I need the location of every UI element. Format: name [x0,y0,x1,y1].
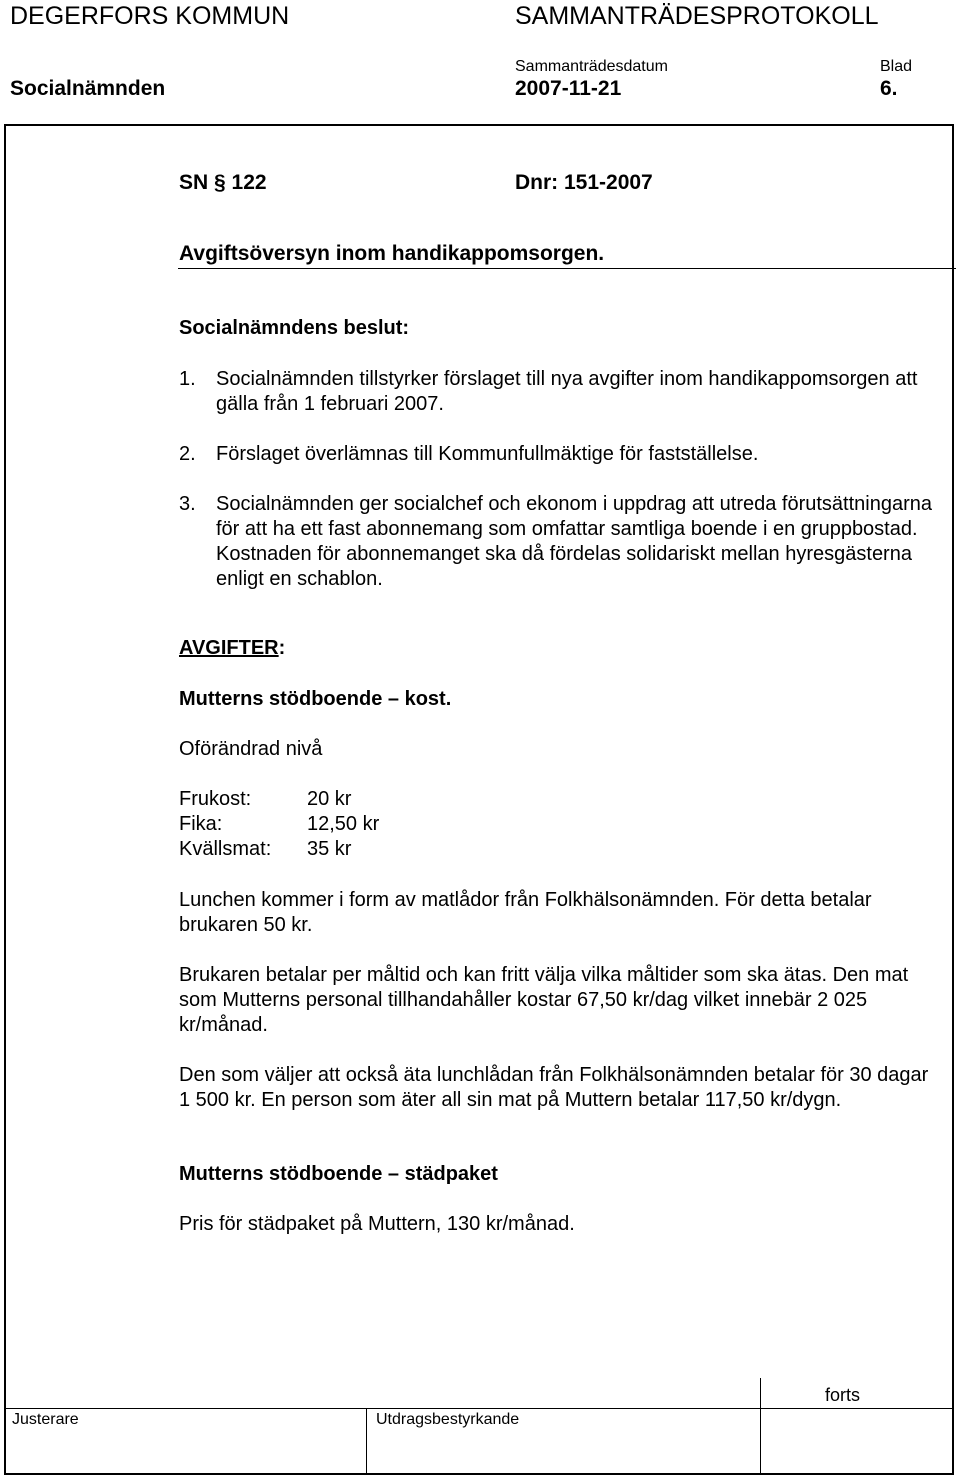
adjusters-label: Justerare [12,1411,79,1428]
decision-heading: Socialnämndens beslut: [179,317,410,339]
sheet-label: Blad [880,58,913,75]
footer-divider [4,1408,954,1409]
fees-heading [179,637,285,660]
title-rule [178,268,956,269]
decision-item-number: 1. [179,368,196,390]
cleaning-heading: Mutterns stödboende – städpaket [179,1163,498,1185]
decision-item-number: 3. [179,493,196,515]
decision-item-text: Socialnämnden ger socialchef och ekonom i uppdrag att utreda förutsättningarna för att ha ett fast abonnemang som omfattar samtliga boende i en gruppbostad. Kostnaden för abonnemanget ska då fördelas solidariskt mellan hyresgästerna enligt en schablon. [216,493,933,590]
case-dnr: Dnr: 151-2007 [515,171,653,194]
footer-column-divider [366,1408,367,1475]
document-frame [4,124,954,1475]
decision-item-text: Socialnämnden tillstyrker förslaget till nya avgifter inom handikappomsorgen att gälla från 1 februari 2007. [216,368,918,415]
fee-value: 20 kr [307,788,352,810]
unchanged-level: Oförändrad nivå [179,738,323,760]
food-heading: Mutterns stödboende – kost. [179,688,452,710]
footer-column-divider [760,1378,761,1475]
organization-name: DEGERFORS KOMMUN [10,2,290,30]
committee-name: Socialnämnden [10,77,166,100]
continued-label: forts [825,1385,861,1405]
meeting-date: 2007-11-21 [515,77,622,100]
fee-label: Kvällsmat: [179,838,272,860]
fee-value: 35 kr [307,838,352,860]
case-title: Avgiftsöversyn inom handikappomsorgen. [179,242,605,265]
fee-label: Fika: [179,813,223,835]
fees-heading-text: AVGIFTER [179,637,279,659]
fee-label: Frukost: [179,788,252,810]
cleaning-price: Pris för städpaket på Muttern, 130 kr/månad. [179,1213,575,1235]
fees-heading-colon: : [278,637,286,659]
case-number: SN § 122 [179,171,267,194]
fee-value: 12,50 kr [307,813,380,835]
protocol-type: SAMMANTRÄDESPROTOKOLL [515,2,879,30]
full-board-paragraph: Den som väljer att också äta lunchlådan från Folkhälsonämnden betalar för 30 dagar 1 500 kr. En person som äter all sin mat på Muttern betalar 117,50 kr/dygn. [179,1064,929,1111]
certifier-label: Utdragsbestyrkande [376,1411,520,1428]
sheet-number: 6. [880,77,898,100]
decision-item-number: 2. [179,443,196,465]
date-label: Sammanträdesdatum [515,58,668,75]
meal-price-paragraph: Brukaren betalar per måltid och kan fritt välja vilka måltider som ska ätas. Den mat som Mutterns personal tillhandahåller kostar 67,50 kr/dag vilket innebär 2 025 kr/månad. [179,964,909,1036]
lunch-paragraph: Lunchen kommer i form av matlådor från Folkhälsonämnden. För detta betalar brukaren 50 kr. [179,889,872,936]
decision-item-text: Förslaget överlämnas till Kommunfullmäktige för fastställelse. [216,443,759,465]
